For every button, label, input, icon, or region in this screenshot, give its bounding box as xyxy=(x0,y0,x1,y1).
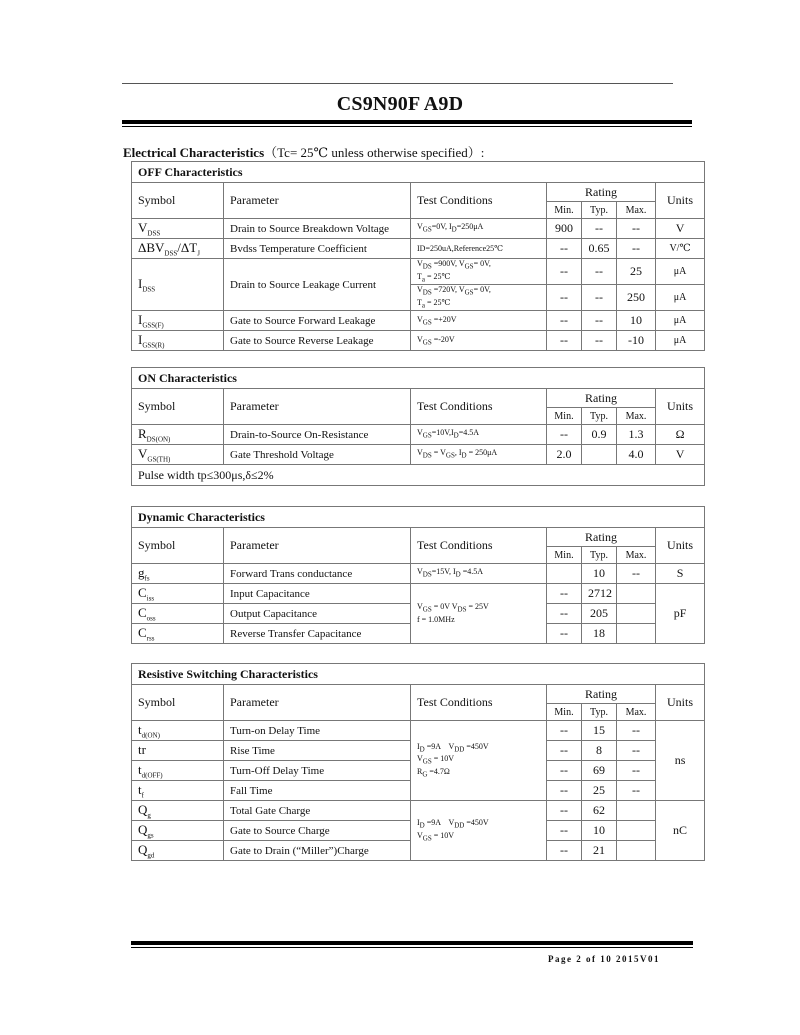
col-min: Min. xyxy=(547,408,582,425)
col-symbol: Symbol xyxy=(132,183,224,219)
col-rating: Rating xyxy=(547,183,656,202)
table-row xyxy=(132,259,705,285)
section-heading xyxy=(123,142,484,161)
typ-cell: 205 xyxy=(582,604,617,624)
col-test-conditions: Test Conditions xyxy=(411,389,547,425)
symbol-cell: $I_{DSS}$ xyxy=(132,259,224,311)
table-row xyxy=(132,219,705,239)
parameter-cell: Drain to Source Breakdown Voltage xyxy=(224,219,411,239)
unit-cell: μA xyxy=(656,285,705,311)
condition-cell: $V_{DS} =900V$, $V_{GS}= 0V$, $T_a$ = 25℃ xyxy=(411,259,547,285)
table-row xyxy=(132,311,705,331)
footer-rule-thick xyxy=(131,941,693,945)
time-unit-cell: ns xyxy=(656,721,705,801)
parameter-cell: Turn-Off Delay Time xyxy=(224,761,411,781)
min-cell: 2.0 xyxy=(547,445,582,465)
symbol-cell: $V_{DSS}$ xyxy=(132,219,224,239)
max-cell xyxy=(617,801,656,821)
symbol-cell: $C_{iss}$ xyxy=(132,584,224,604)
col-parameter: Parameter xyxy=(224,685,411,721)
parameter-cell: Turn-on Delay Time xyxy=(224,721,411,741)
condition-cell: $V_{DS} = V_{GS}$, $I_D = 250\mu A$ xyxy=(411,445,547,465)
symbol-cell: $Q_{gs}$ xyxy=(132,821,224,841)
max-cell: -10 xyxy=(617,331,656,351)
pulse-note: Pulse width tp≤300μs,δ≤2% xyxy=(132,465,705,486)
table-row xyxy=(132,239,705,259)
symbol-cell: $Q_g$ xyxy=(132,801,224,821)
max-cell xyxy=(617,821,656,841)
col-test-conditions: Test Conditions xyxy=(411,685,547,721)
col-min: Min. xyxy=(547,202,582,219)
min-cell: -- xyxy=(547,331,582,351)
max-cell: 25 xyxy=(617,259,656,285)
typ-cell: 18 xyxy=(582,624,617,644)
min-cell: -- xyxy=(547,259,582,285)
typ-cell: 0.9 xyxy=(582,425,617,445)
condition-cell: $V_{GS} =+20V$ xyxy=(411,311,547,331)
unit-cell: S xyxy=(656,564,705,584)
typ-cell: 25 xyxy=(582,781,617,801)
typ-cell: 62 xyxy=(582,801,617,821)
max-cell xyxy=(617,841,656,861)
col-typ: Typ. xyxy=(582,408,617,425)
parameter-cell: Gate to Source Charge xyxy=(224,821,411,841)
parameter-cell: Forward Trans conductance xyxy=(224,564,411,584)
min-cell: -- xyxy=(547,841,582,861)
max-cell: -- xyxy=(617,721,656,741)
typ-cell: 21 xyxy=(582,841,617,861)
typ-cell: -- xyxy=(582,219,617,239)
table-row xyxy=(132,801,705,821)
min-cell: -- xyxy=(547,239,582,259)
col-symbol: Symbol xyxy=(132,528,224,564)
col-units: Units xyxy=(656,685,705,721)
typ-cell: 0.65 xyxy=(582,239,617,259)
condition-cell: $V_{DS}=15V$, $I_D =4.5A$ xyxy=(411,564,547,584)
col-max: Max. xyxy=(617,202,656,219)
min-cell: -- xyxy=(547,741,582,761)
typ-cell: 69 xyxy=(582,761,617,781)
condition-cell: $V_{GS} =-20V$ xyxy=(411,331,547,351)
parameter-cell: Drain to Source Leakage Current xyxy=(224,259,411,311)
charge-condition-cell: $I_D =9A$ $V_{DD} =450V$ $V_{GS} = 10V$ xyxy=(411,801,547,861)
charge-unit-cell: nC xyxy=(656,801,705,861)
capacitance-condition-cell: $V_{GS} = 0V$ $V_{DS} = 25V$ f = 1.0MHz xyxy=(411,584,547,644)
switching-condition-cell: $I_D =9A$ $V_{DD} =450V$ $V_{GS} = 10V$ $R_G =4.7\Omega$ xyxy=(411,721,547,801)
page-title: CS9N90F A9D xyxy=(336,93,464,115)
symbol-cell: $Q_{gd}$ xyxy=(132,841,224,861)
col-parameter: Parameter xyxy=(224,528,411,564)
min-cell: -- xyxy=(547,311,582,331)
min-cell: -- xyxy=(547,801,582,821)
min-cell: 900 xyxy=(547,219,582,239)
parameter-cell: Fall Time xyxy=(224,781,411,801)
table-row xyxy=(132,584,705,604)
max-cell xyxy=(617,584,656,604)
unit-cell: V/℃ xyxy=(656,239,705,259)
col-symbol: Symbol xyxy=(132,389,224,425)
max-cell xyxy=(617,604,656,624)
symbol-cell: tr xyxy=(132,741,224,761)
typ-cell: -- xyxy=(582,259,617,285)
parameter-cell: Rise Time xyxy=(224,741,411,761)
typ-cell: 10 xyxy=(582,564,617,584)
on-title: ON Characteristics xyxy=(132,368,705,389)
symbol-cell: $R_{DS(ON)}$ xyxy=(132,425,224,445)
table-row xyxy=(132,425,705,445)
min-cell: -- xyxy=(547,624,582,644)
symbol-cell: $C_{rss}$ xyxy=(132,624,224,644)
table-row xyxy=(132,564,705,584)
parameter-cell: Reverse Transfer Capacitance xyxy=(224,624,411,644)
symbol-cell: $t_{d(ON)}$ xyxy=(132,721,224,741)
condition-cell: $V_{DS} =720V$, $V_{GS}= 0V$, $T_a$ = 25℃ xyxy=(411,285,547,311)
max-cell: 250 xyxy=(617,285,656,311)
col-typ: Typ. xyxy=(582,547,617,564)
symbol-cell: $C_{oss}$ xyxy=(132,604,224,624)
min-cell xyxy=(547,564,582,584)
section-heading-bold: Electrical Characteristics xyxy=(123,145,265,160)
col-units: Units xyxy=(656,389,705,425)
symbol-cell: $g_{fs}$ xyxy=(132,564,224,584)
typ-cell: -- xyxy=(582,285,617,311)
max-cell: -- xyxy=(617,564,656,584)
min-cell: -- xyxy=(547,285,582,311)
footer-rule-thin xyxy=(131,947,693,948)
typ-cell xyxy=(582,445,617,465)
min-cell: -- xyxy=(547,761,582,781)
title-rule-thick xyxy=(122,120,692,124)
symbol-cell: $I_{GSS(F)}$ xyxy=(132,311,224,331)
parameter-cell: Gate Threshold Voltage xyxy=(224,445,411,465)
col-parameter: Parameter xyxy=(224,389,411,425)
max-cell: 4.0 xyxy=(617,445,656,465)
parameter-cell: Gate to Source Reverse Leakage xyxy=(224,331,411,351)
col-test-conditions: Test Conditions xyxy=(411,183,547,219)
off-characteristics-table xyxy=(131,161,705,351)
max-cell xyxy=(617,624,656,644)
max-cell: 1.3 xyxy=(617,425,656,445)
symbol-cell: $I_{GSS(R)}$ xyxy=(132,331,224,351)
table-row xyxy=(132,721,705,741)
min-cell: -- xyxy=(547,584,582,604)
switching-characteristics-table xyxy=(131,663,705,861)
capacitance-unit-cell: pF xyxy=(656,584,705,644)
condition-cell: ID=250uA,Reference25℃ xyxy=(411,239,547,259)
parameter-cell: Output Capacitance xyxy=(224,604,411,624)
unit-cell: μA xyxy=(656,311,705,331)
typ-cell: 8 xyxy=(582,741,617,761)
off-title: OFF Characteristics xyxy=(132,162,705,183)
max-cell: -- xyxy=(617,781,656,801)
col-units: Units xyxy=(656,183,705,219)
col-typ: Typ. xyxy=(582,704,617,721)
min-cell: -- xyxy=(547,781,582,801)
page-footer: Page 2 of 10 2015V01 xyxy=(548,954,660,964)
unit-cell: μA xyxy=(656,259,705,285)
unit-cell: V xyxy=(656,445,705,465)
typ-cell: 2712 xyxy=(582,584,617,604)
symbol-cell: $t_{d(OFF)}$ xyxy=(132,761,224,781)
max-cell: -- xyxy=(617,761,656,781)
parameter-cell: Drain-to-Source On-Resistance xyxy=(224,425,411,445)
col-units: Units xyxy=(656,528,705,564)
min-cell: -- xyxy=(547,721,582,741)
table-row xyxy=(132,445,705,465)
col-typ: Typ. xyxy=(582,202,617,219)
col-rating: Rating xyxy=(547,389,656,408)
min-cell: -- xyxy=(547,425,582,445)
switching-title: Resistive Switching Characteristics xyxy=(132,664,705,685)
typ-cell: 10 xyxy=(582,821,617,841)
unit-cell: μA xyxy=(656,331,705,351)
col-max: Max. xyxy=(617,408,656,425)
col-symbol: Symbol xyxy=(132,685,224,721)
max-cell: -- xyxy=(617,219,656,239)
symbol-cell: $t_f$ xyxy=(132,781,224,801)
table-row xyxy=(132,331,705,351)
section-heading-note: （Tc= 25℃ unless otherwise specified）: xyxy=(264,145,485,160)
on-characteristics-table xyxy=(131,367,705,486)
col-parameter: Parameter xyxy=(224,183,411,219)
condition-cell: $V_{GS}=0V$, $I_D=250\mu A$ xyxy=(411,219,547,239)
col-min: Min. xyxy=(547,547,582,564)
condition-cell: $V_{GS}=10V,I_D=4.5A$ xyxy=(411,425,547,445)
max-cell: -- xyxy=(617,741,656,761)
col-test-conditions: Test Conditions xyxy=(411,528,547,564)
symbol-cell: $\Delta BV_{DSS}/\Delta T_J$ xyxy=(132,239,224,259)
symbol-cell: $V_{GS(TH)}$ xyxy=(132,445,224,465)
top-rule xyxy=(122,83,673,84)
col-rating: Rating xyxy=(547,685,656,704)
typ-cell: 15 xyxy=(582,721,617,741)
min-cell: -- xyxy=(547,821,582,841)
max-cell: -- xyxy=(617,239,656,259)
unit-cell: Ω xyxy=(656,425,705,445)
col-max: Max. xyxy=(617,704,656,721)
typ-cell: -- xyxy=(582,311,617,331)
col-max: Max. xyxy=(617,547,656,564)
dynamic-title: Dynamic Characteristics xyxy=(132,507,705,528)
min-cell: -- xyxy=(547,604,582,624)
col-rating: Rating xyxy=(547,528,656,547)
unit-cell: V xyxy=(656,219,705,239)
col-min: Min. xyxy=(547,704,582,721)
parameter-cell: Gate to Drain (“Miller”)Charge xyxy=(224,841,411,861)
parameter-cell: Gate to Source Forward Leakage xyxy=(224,311,411,331)
parameter-cell: Bvdss Temperature Coefficient xyxy=(224,239,411,259)
typ-cell: -- xyxy=(582,331,617,351)
parameter-cell: Total Gate Charge xyxy=(224,801,411,821)
dynamic-characteristics-table xyxy=(131,506,705,644)
title-rule-thin xyxy=(122,126,692,127)
parameter-cell: Input Capacitance xyxy=(224,584,411,604)
max-cell: 10 xyxy=(617,311,656,331)
